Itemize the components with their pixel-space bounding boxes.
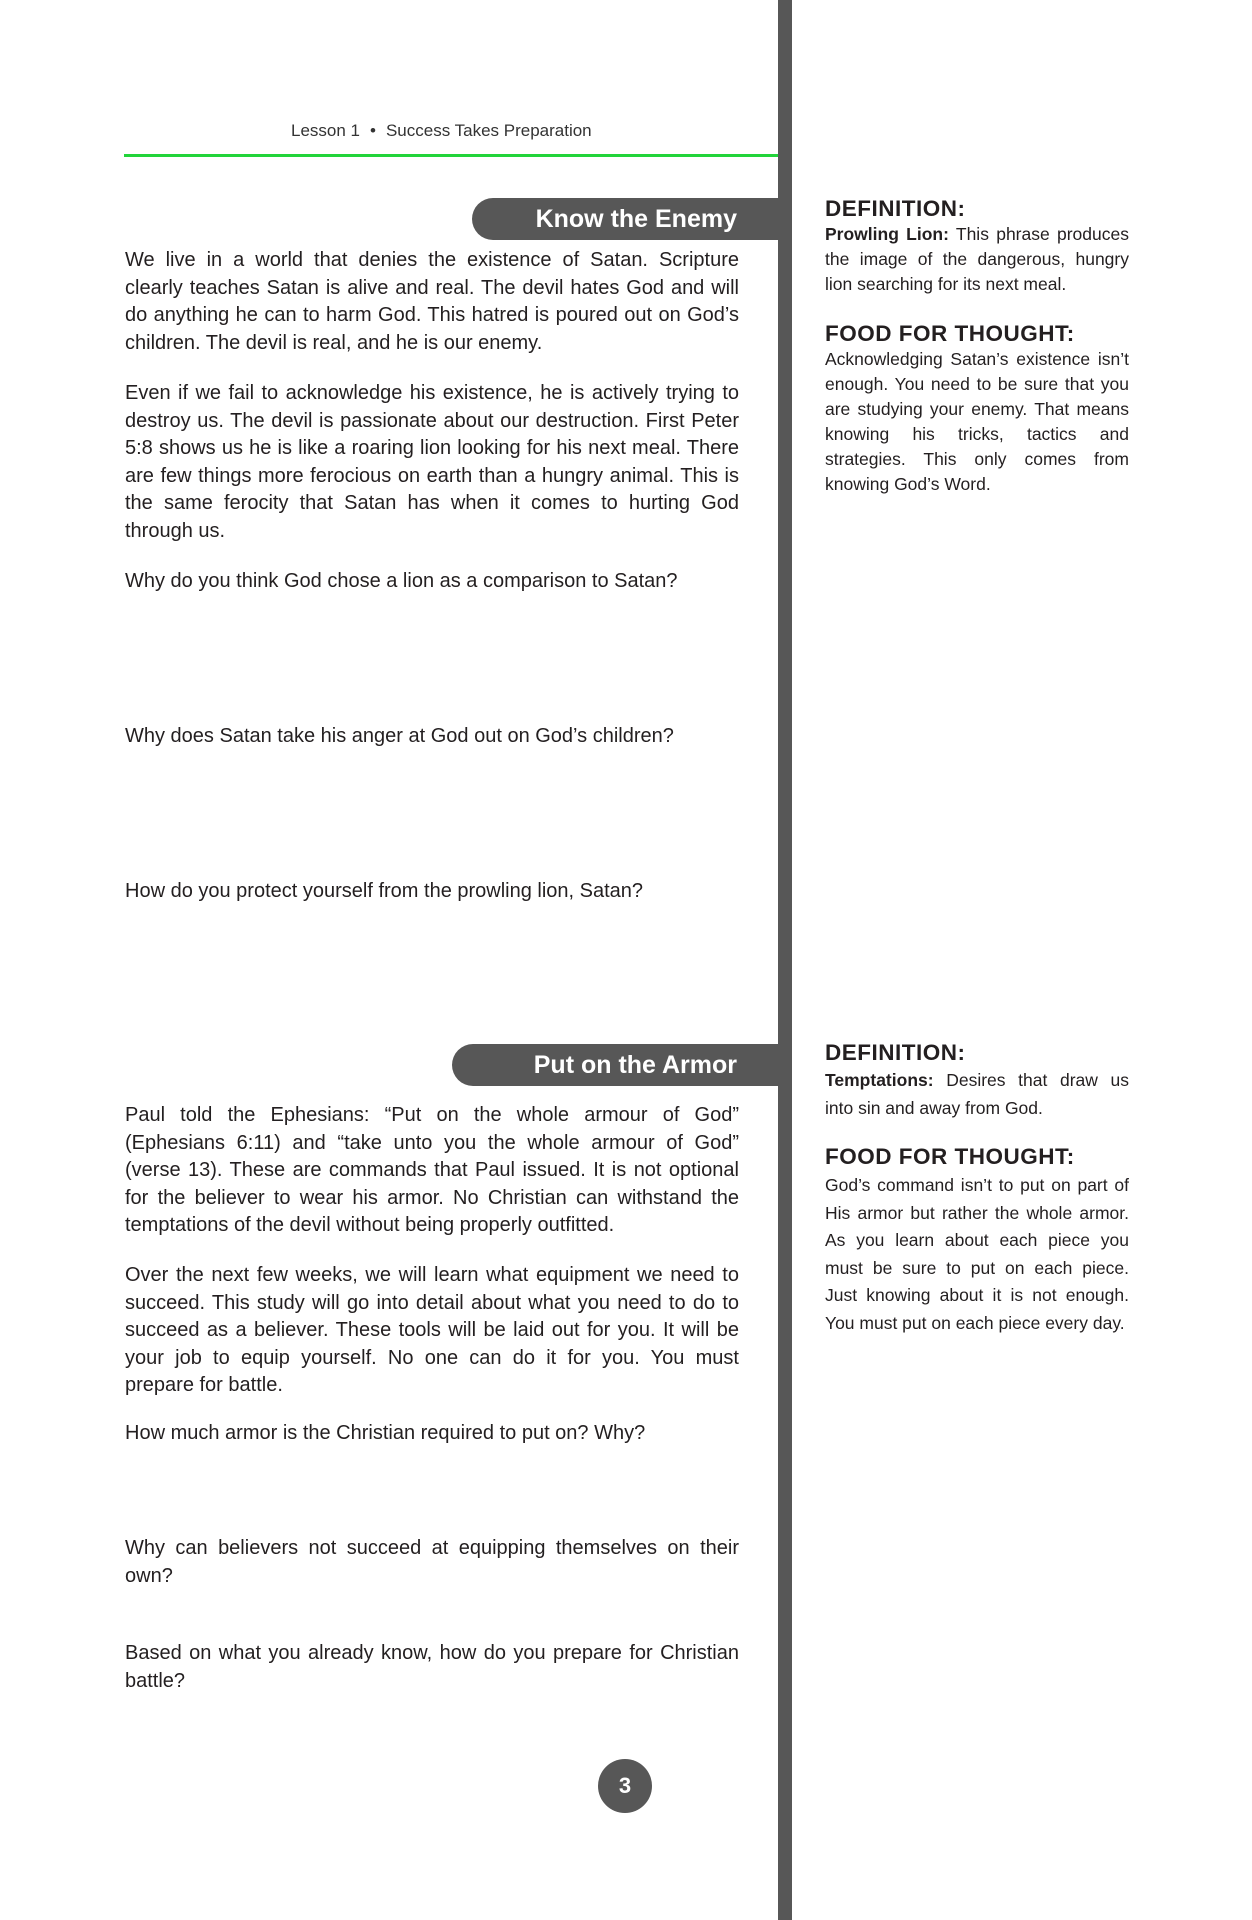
section1-body	[125, 247, 739, 357]
food-for-thought-text: Acknowledging Satan’s existence isn’t enough. You need to be sure that you are studying your enemy. That means knowing his tricks, tactics and strategies. This only comes from knowing God’s Word.	[825, 349, 1129, 494]
page-number-badge: 3	[598, 1759, 652, 1813]
header-separator: •	[370, 121, 376, 140]
section2-sidebar	[825, 1040, 1129, 1338]
section2-question-1: How much armor is the Christian required to put on? Why?	[125, 1422, 646, 1444]
definition-heading: DEFINITION:	[825, 196, 966, 221]
section1-question-3: How do you protect yourself from the prowling lion, Satan?	[125, 880, 644, 902]
food-for-thought-text-2: God’s command isn’t to put on part of His armor but rather the whole armor. As you learn about each piece you must be sure to put on each piece. Just knowing about it is not enough. You must put on each piece every day.	[825, 1175, 1129, 1333]
section1-question-1: Why do you think God chose a lion as a comparison to Satan?	[125, 570, 678, 592]
section2-question-3: Based on what you already know, how do you prepare for Christian battle?	[125, 1642, 739, 1692]
section2-paragraph-1: Paul told the Ephesians: “Put on the whole armour of God” (Ephesians 6:11) and “take unto you the whole armour of God” (verse 13). These are commands that Paul issued. It is not optional for the believer to wear his armor. No Christian can withstand the temptations of the devil without being properly outfitted.	[125, 1104, 739, 1237]
section2-body-2	[125, 1262, 739, 1400]
section2-paragraph-2: Over the next few weeks, we will learn what equipment we need to succeed. This study will go into detail about what you need to do to succeed as a believer. These tools will be laid out for you. It will be your job to equip yourself. No one can do it for you. You must prepare for battle.	[125, 1264, 739, 1397]
definition-heading-2: DEFINITION:	[825, 1040, 966, 1065]
definition-term-2: Temptations:	[825, 1070, 934, 1090]
definition-body: This phrase produces the image of the dangerous, hungry lion searching for its next meal.	[825, 224, 1129, 294]
running-header	[291, 121, 592, 141]
column-divider	[778, 0, 792, 1920]
section1-body-2	[125, 380, 739, 546]
section1-sidebar	[825, 196, 1129, 497]
section-title-know-the-enemy: Know the Enemy	[472, 198, 778, 240]
section2-question-2: Why can believers not succeed at equipping themselves on their own?	[125, 1537, 739, 1587]
definition-text-2	[825, 1066, 1129, 1122]
header-rule	[124, 154, 778, 157]
definition-term: Prowling Lion:	[825, 224, 949, 244]
food-for-thought-heading: FOOD FOR THOUGHT:	[825, 321, 1075, 346]
header-lesson: Lesson 1	[291, 121, 360, 140]
section1-paragraph-1: We live in a world that denies the existence of Satan. Scripture clearly teaches Satan is alive and real. The devil hates God and will do anything he can to harm God. This hatred is poured out on God’s children. The devil is real, and he is our enemy.	[125, 249, 739, 354]
food-for-thought-heading-2: FOOD FOR THOUGHT:	[825, 1144, 1075, 1169]
section-title-put-on-the-armor: Put on the Armor	[452, 1044, 778, 1086]
definition-body-2: Desires that draw us into sin and away from God.	[825, 1070, 1129, 1118]
header-title: Success Takes Preparation	[385, 121, 592, 140]
definition-text	[825, 222, 1129, 297]
section2-body	[125, 1102, 739, 1240]
section1-paragraph-2: Even if we fail to acknowledge his existence, he is actively trying to destroy us. The devil is passionate about our destruction. First Peter 5:8 shows us he is like a roaring lion looking for his next meal. There are few things more ferocious on earth than a hungry animal. This is the same ferocity that Satan has when it comes to hurting God through us.	[125, 382, 739, 542]
section1-question-2: Why does Satan take his anger at God out on God’s children?	[125, 725, 674, 747]
